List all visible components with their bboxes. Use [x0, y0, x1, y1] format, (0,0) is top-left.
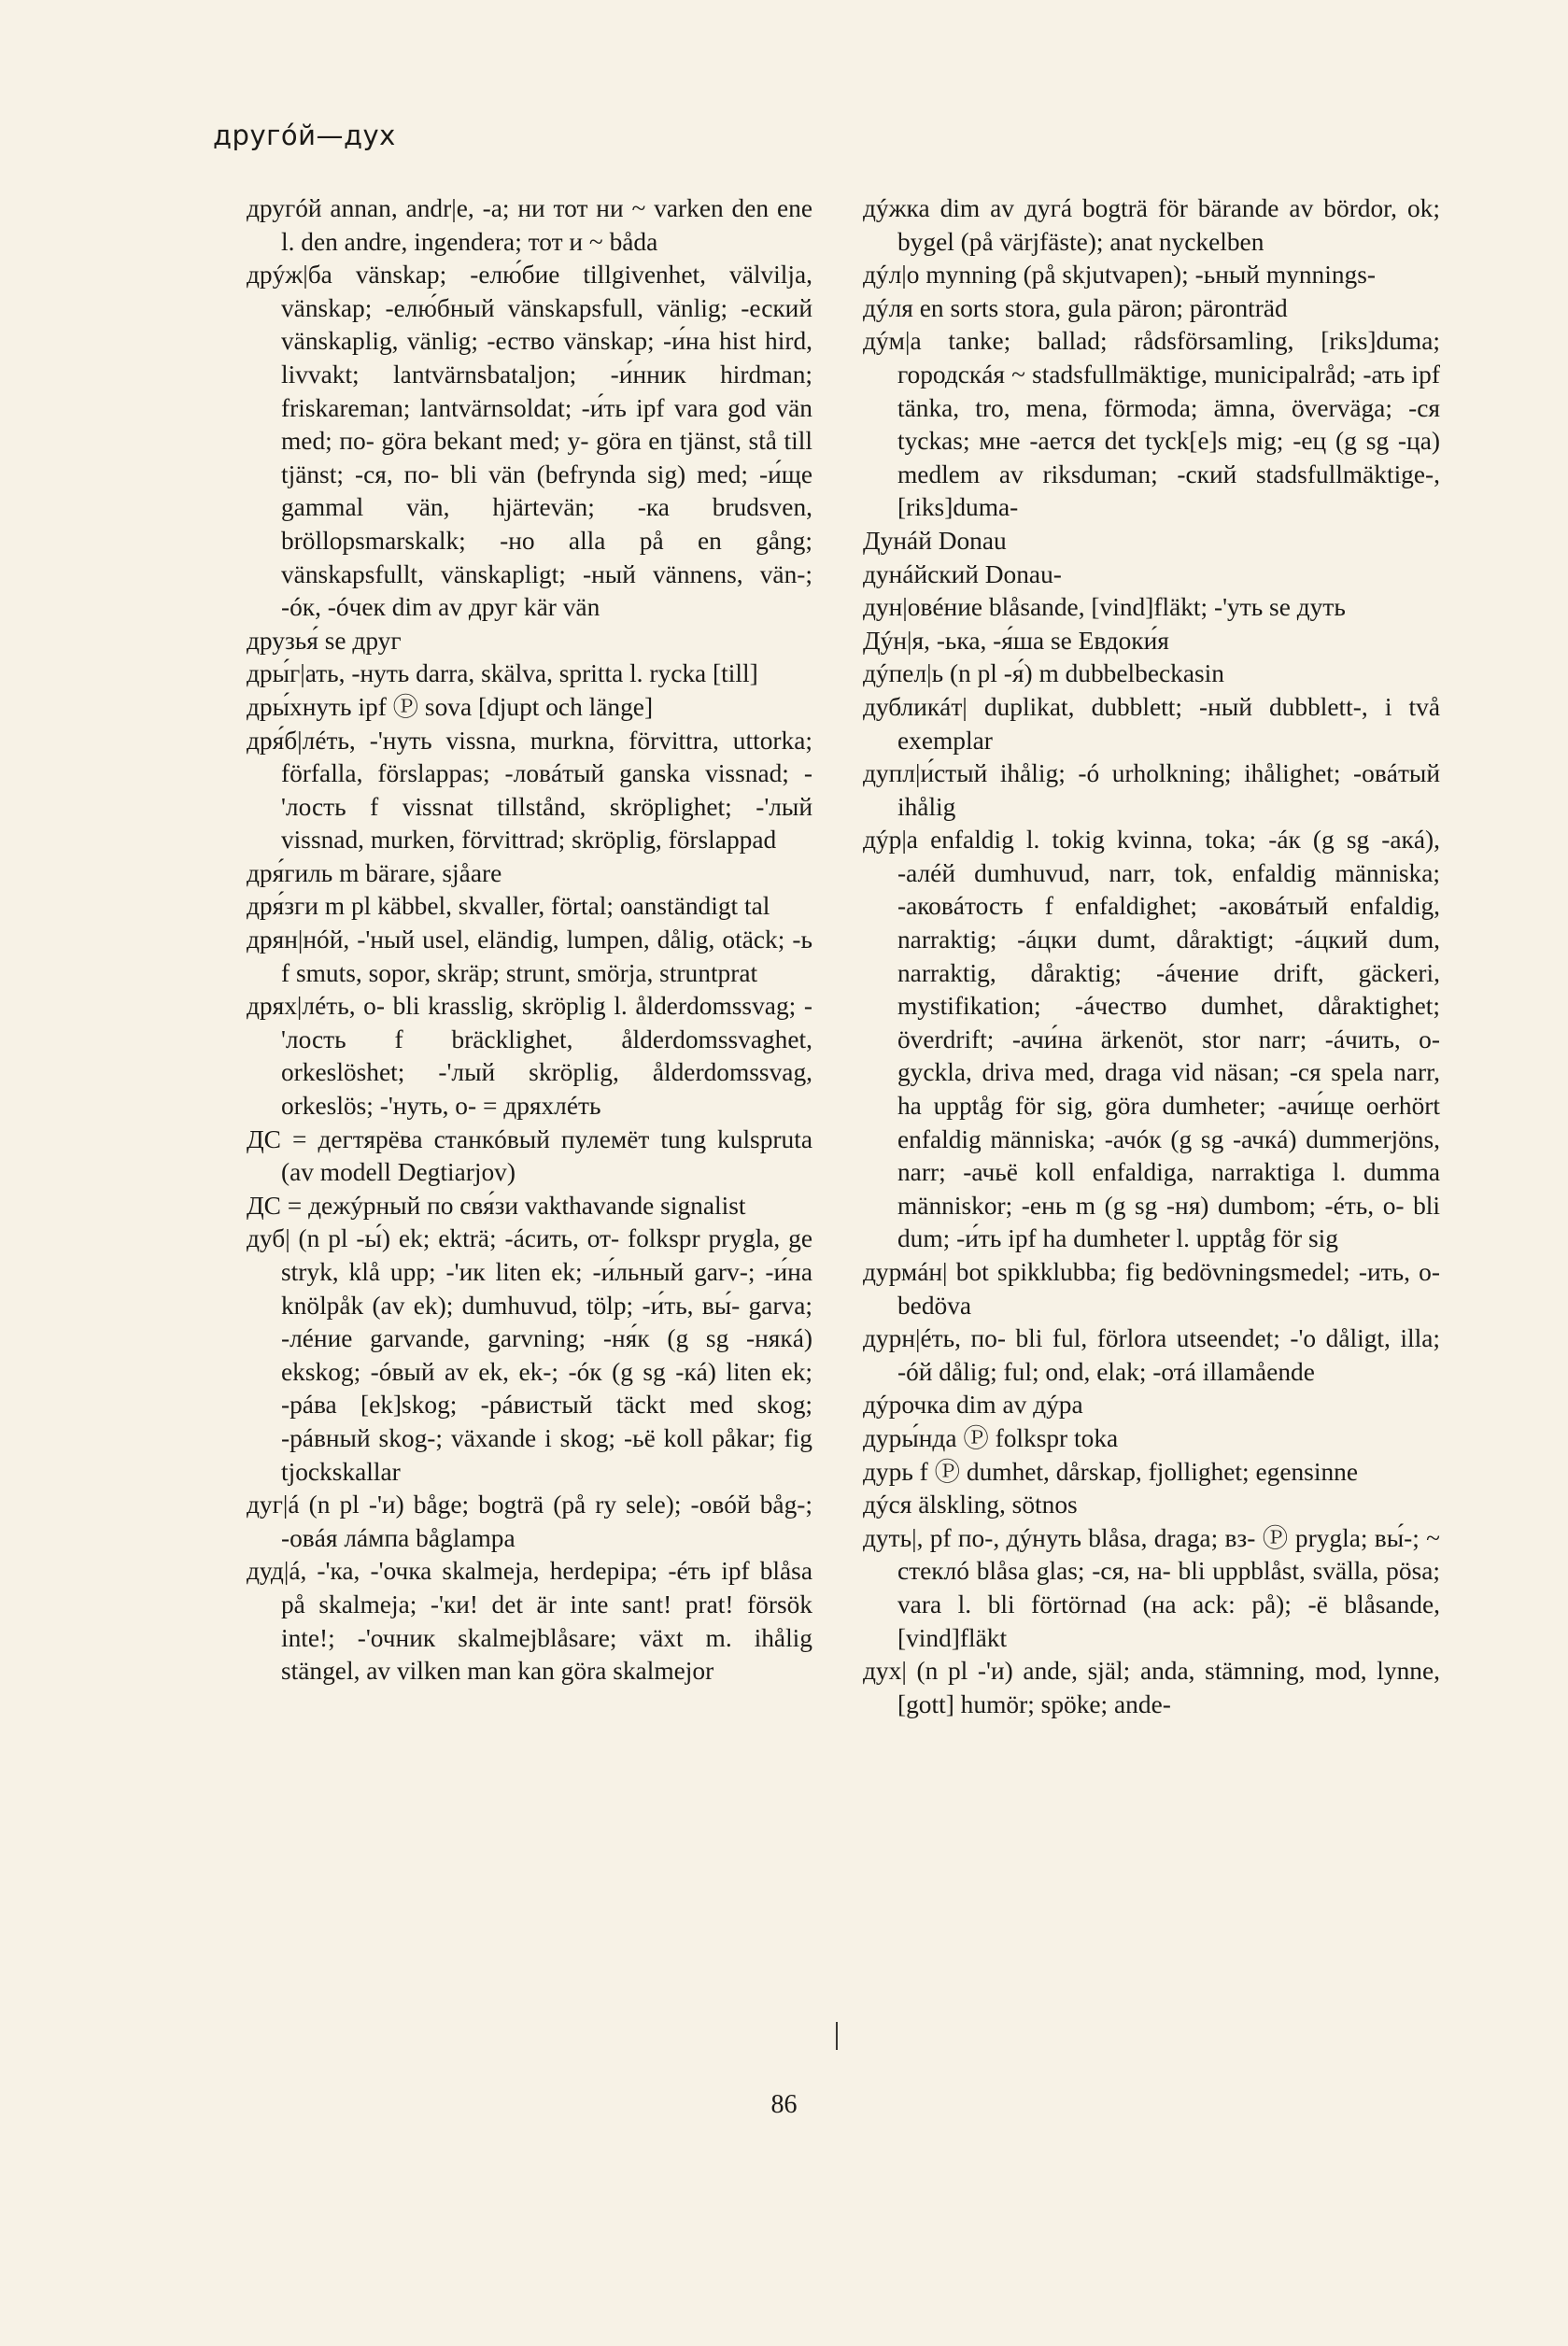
- dictionary-entry: дýрочка dim av дýра: [863, 1391, 1083, 1420]
- running-head: другóй—дух: [213, 120, 396, 151]
- dictionary-entry: ДС = дежýрный по свя́зи vakthavande signalist: [247, 1191, 746, 1220]
- dictionary-entry: дун|овéние blåsande, [vind]fläkt; -'уть se дуть: [863, 593, 1346, 622]
- dictionary-entry: дýр|а enfaldig l. tokig kvinna, toka; -áк (g sg -акá), -алéй dumhuvud, narr, tok, enfaldig människa; -аковáтость f enfaldighet; -аковáтый enfaldig, narraktig; -áцки dumt, dåraktigt; -áцкий dum, narraktig, dåraktig; -áчение drift, gäckeri, mystifikation; -áчество dumhet, dåraktighet; överdrift; -ачи́на ärkenöt, stor narr; -áчить, о- gyckla, driva med, draga vid näsan; -ся spela narr, ha upptåg för sig, göra dumheter; -ачи́ще oerhört enfaldig människa; -ачóк (g sg -ачкá) dummerjöns, narr; -ачьё koll enfaldiga, narraktiga l. dumma människor; -ень m (g sg -ня) dumbom; -éть, о- bli dum; -и́ть ipf ha dumheter l. upptåg för sig: [863, 826, 1440, 1253]
- dictionary-entry: дýм|а tanke; ballad; rådsförsamling, [riks]duma; городскáя ~ stadsfullmäktige, municipalråd; -ать ipf tänka, tro, mena, förmoda; ämna, överväga; -ся tyckas; мне -ается det tyck[e]s mig; -ец (g sg -ца) medlem av riksduman; -ский stadsfullmäktige-, [riks]duma-: [863, 327, 1440, 522]
- dictionary-entry: Дýн|я, -ька, -я́ша se Евдоки́я: [863, 626, 1169, 655]
- dictionary-entry: дуры́нда Ⓟ folkspr toka: [863, 1423, 1119, 1452]
- dictionary-entry: дря́б|лéть, -'нуть vissna, murkna, förvittra, uttorka; förfalla, förslappas; -ловáтый ganska vissnad; -'лость f vissnat tillstånd, skröplighet; -'лый vissnad, murken, förvittrad; skröplig, förslappad: [247, 726, 812, 855]
- dictionary-entry: дря́гиль m bärare, sjåare: [247, 858, 502, 887]
- dictionary-entry: дрýж|ба vänskap; -елю́бие tillgivenhet, välvilja, vänskap; -елю́бный vänskapsfull, vänlig; -еский vänskaplig, vänlig; -ество vänskap; -и́на hist hird, livvakt; lantvärnsbataljon; -и́нник hirdman; friskareman; lantvärnsoldat; -и́ть ipf vara god vän med; по- göra bekant med; у- göra en tjänst, stå till tjänst; -ся, по- bli vän (befrynda sig) med; -и́ще gammal vän, hjärtevän; -ка brudsven, bröllopsmarskalk; -но alla på en gång; vänskapsfullt, vänskapligt; -ный vännens, vän-; -óк, -óчек dim av друг kär vän: [247, 261, 812, 622]
- dictionary-entry: дýпел|ь (n pl -я́) m dubbelbeckasin: [863, 659, 1224, 688]
- dictionary-entry: дупл|и́стый ihålig; -ó urholkning; ihålighet; -овáтый ihålig: [863, 759, 1440, 821]
- dictionary-entry: дýля en sorts stora, gula päron; päronträd: [863, 293, 1288, 322]
- dictionary-entry: дух| (n pl -'и) ande, själ; anda, stämning, mod, lynne, [gott] humör; spöke; ande-: [863, 1657, 1440, 1718]
- dictionary-entry: дрях|лéть, о- bli krasslig, skröplig l. ålderdomssvag; -'лость f bräcklighet, ålderdomssvaghet, orkeslöshet; -'лый skröplig, ålderdomssvag, orkeslös; -'нуть, о- = дряхлéть: [247, 992, 812, 1121]
- dictionary-entry: дуб| (n pl -ы́) ek; ekträ; -áсить, от- folkspr prygla, ge stryk, klå upp; -'ик liten ek; -и́льный garv-; -и́на knölpåk (av ek); dumhuvud, tölp; -и́ть, вы́- garva; -лéние garvande, garvning; -ня́к (g sg -някá) ekskog; -óвый av ek, ek-; -óк (g sg -кá) liten ek; -рáва [ek]skog; -рáвистый täckt med skog; -рáвный skog-; växande i skog; -ьё koll påkar; fig tjockskallar: [247, 1224, 812, 1486]
- dictionary-entry: дры́г|ать, -нуть darra, skälva, spritta l. rycka [till]: [247, 659, 758, 688]
- dictionary-entry: Дунáй Donau: [863, 526, 1007, 555]
- dictionary-entry: ДС = дегтярёва станкóвый пулемёт tung kulspruta (av modell Degtiarjov): [247, 1124, 812, 1187]
- dictionary-entry: дуть|, pf по-, дýнуть blåsa, draga; вз- Ⓟ prygla; вы́-; ~ стеклó blåsa glas; -ся, на- bli uppblåst, svälla, pösa; vara l. bli förtörnad (на ack: på); -ё blåsande, [vind]fläkt: [863, 1523, 1440, 1652]
- dictionary-entry: дýся älskling, sötnos: [863, 1491, 1078, 1519]
- left-column: [247, 192, 812, 1689]
- dictionary-entry: дурн|éть, по- bli ful, förlora utseendet; -'о dåligt, illa; -óй dålig; ful; ond, elak; -отá illamående: [863, 1324, 1440, 1386]
- dictionary-entry: дря́зги m pl käbbel, skvaller, förtal; oanständigt tal: [247, 892, 770, 921]
- dictionary-entry: дунáйский Donau-: [863, 559, 1062, 588]
- dictionary-entry: дурмáн| bot spikklubba; fig bedövningsmedel; -ить, о- bedöva: [863, 1258, 1440, 1320]
- dictionary-entry: дуд|á, -'ка, -'очка skalmeja, herdepipa; -éть ipf blåsa på skalmeja; -'ки! det är inte sant! prat! försök inte!; -'очник skalmejblåsare; växt m. ihålig stängel, av vilken man kan göra skalmejor: [247, 1557, 812, 1686]
- dictionary-entry: дрян|нóй, -'ный usel, eländig, lumpen, dålig, otäck; -ь f smuts, sopor, skräp; strunt, smörja, struntprat: [247, 926, 812, 987]
- dictionary-entry: другóй annan, andr|e, -a; ни тот ни ~ varken den ene l. den andre, ingendera; тот и ~ båda: [247, 194, 812, 256]
- dictionary-entry: дры́хнуть ipf Ⓟ sova [djupt och länge]: [247, 692, 654, 721]
- dictionary-entry: дурь f Ⓟ dumhet, dårskap, fjollighet; egensinne: [863, 1457, 1358, 1486]
- column-divider: [836, 2022, 838, 2050]
- dictionary-entry: друзья́ se друг: [247, 626, 402, 655]
- dictionary-entry: дубликáт| duplikat, dubblett; -ный dubblett-, i två exemplar: [863, 692, 1440, 755]
- dictionary-entry: дýжка dim av дугá bogträ för bärande av bördor, ok; bygel (på värjfäste); anat nyckelben: [863, 194, 1440, 256]
- right-column: [863, 192, 1440, 1721]
- dictionary-entry: дуг|á (n pl -'и) båge; bogträ (på ry sele); -овóй båg-; -овáя лáмпа båglampa: [247, 1491, 812, 1552]
- dictionary-entry: дýл|о mynning (på skjutvapen); -ьный mynnings-: [863, 261, 1376, 290]
- page-number: 86: [770, 2090, 798, 2119]
